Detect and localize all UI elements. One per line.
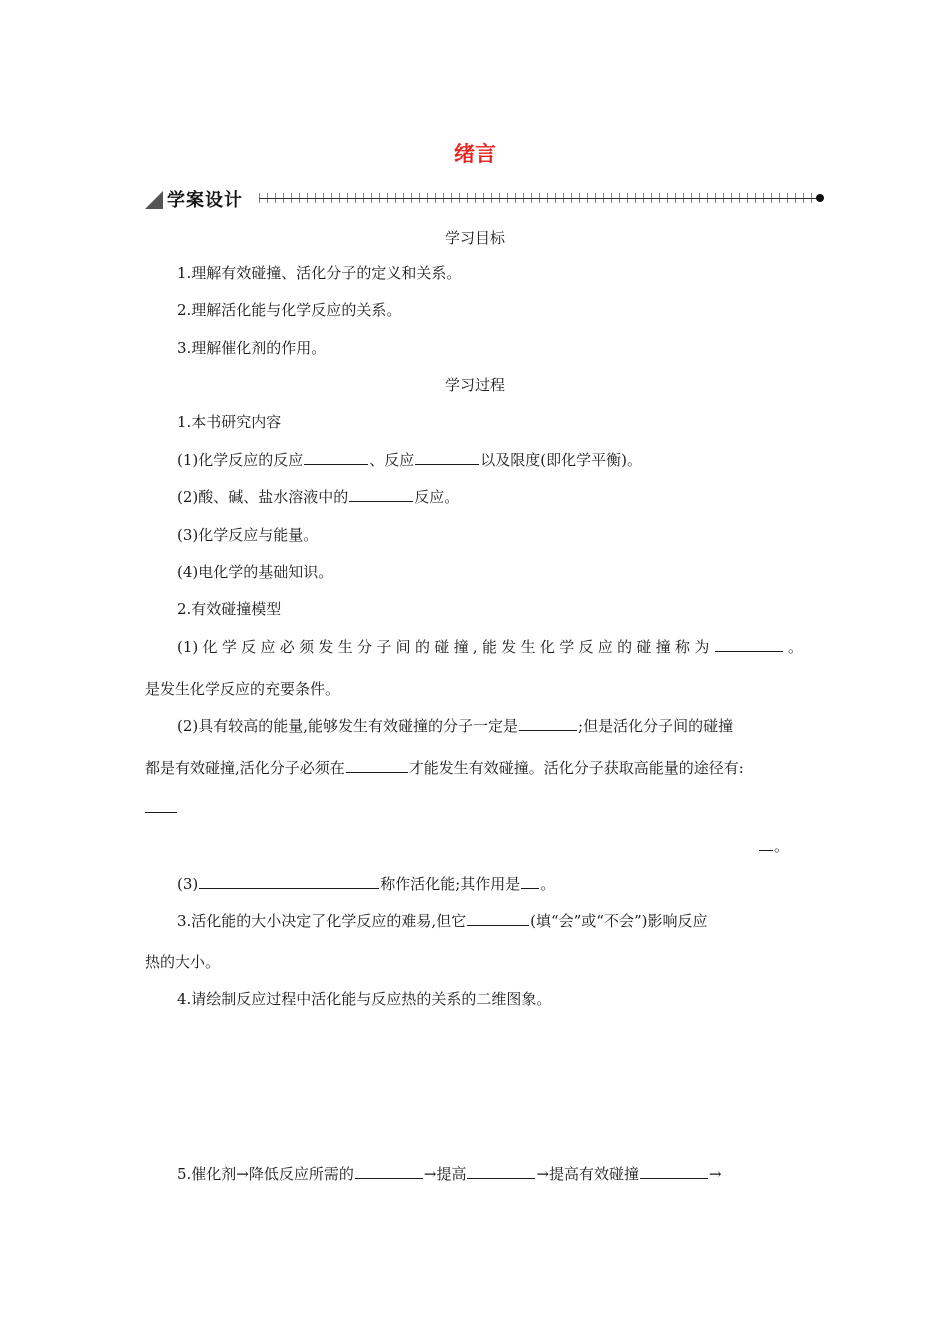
section-2-title: 2.有效碰撞模型 (177, 600, 282, 618)
goal-item: 3.理解催化剂的作用。 (177, 339, 327, 357)
text: 都是有效碰撞,活化分子必须在 (145, 759, 345, 777)
process-heading: 学习过程 (444, 376, 505, 394)
s1-item-2 (177, 486, 459, 507)
fill-blank[interactable] (519, 716, 577, 731)
section-4: 4.请绘制反应过程中活化能与反应热的关系的二维图象。 (177, 990, 552, 1008)
text: →提高 (423, 1165, 467, 1183)
banner-end-dot (816, 194, 824, 202)
s2-item-3 (177, 873, 555, 894)
text: 。 (774, 837, 790, 855)
s1-item-1 (177, 449, 642, 470)
text: 5.催化剂→降低反应所需的 (177, 1165, 354, 1183)
section-3-line-1 (177, 910, 707, 931)
fill-blank[interactable] (199, 874, 379, 889)
page-title: 绪言 (454, 142, 496, 166)
fill-blank[interactable] (715, 637, 783, 652)
fill-blank[interactable] (759, 836, 773, 851)
s2-item-1-line-1 (177, 636, 803, 657)
text: (2)酸、碱、盐水溶液中的 (177, 488, 349, 506)
text: 才能发生有效碰撞。活化分子获取高能量的途径有: (408, 759, 744, 777)
fill-blank[interactable] (355, 1164, 423, 1179)
section-3-line-2: 热的大小。 (145, 953, 221, 971)
text: 、反应 (369, 451, 415, 469)
s2-item-2-line-2 (145, 757, 744, 778)
s1-item-3: (3)化学反应与能量。 (177, 526, 319, 544)
s2-item-1-line-2: 是发生化学反应的充要条件。 (145, 680, 341, 698)
text: (1)化学反应必须发生分子间的碰撞,能发生化学反应的碰撞称为 (177, 638, 714, 656)
fill-blank[interactable] (349, 487, 413, 502)
fill-blank[interactable] (521, 874, 539, 889)
banner-label: 学案设计 (167, 190, 243, 211)
fill-blank[interactable] (467, 911, 529, 926)
fill-blank[interactable] (145, 812, 177, 813)
s2-item-2-end (758, 835, 789, 856)
text: ;但是活化分子间的碰撞 (578, 717, 734, 735)
text: 3.活化能的大小决定了化学反应的难易,但它 (177, 912, 467, 930)
goal-item: 2.理解活化能与化学反应的关系。 (177, 301, 402, 319)
text: 称作活化能;其作用是 (380, 875, 521, 893)
text: 。 (540, 875, 556, 893)
s1-item-4: (4)电化学的基础知识。 (177, 563, 334, 581)
fill-blank[interactable] (415, 450, 479, 465)
text: 反应。 (414, 488, 460, 506)
banner-rule (259, 198, 819, 199)
fill-blank[interactable] (640, 1164, 708, 1179)
banner-triangle-icon (145, 191, 163, 209)
text: (1)化学反应的反应 (177, 451, 304, 469)
text: →提高有效碰撞 (536, 1165, 640, 1183)
text: → (709, 1165, 722, 1183)
goal-item: 1.理解有效碰撞、活化分子的定义和关系。 (177, 264, 462, 282)
fill-blank[interactable] (467, 1164, 535, 1179)
text: 以及限度(即化学平衡)。 (480, 451, 642, 469)
section-1-title: 1.本书研究内容 (177, 413, 282, 431)
text: (3) (177, 875, 199, 893)
text: (2)具有较高的能量,能够发生有效碰撞的分子一定是 (177, 717, 519, 735)
text: (填“会”或“不会”)影响反应 (530, 912, 708, 930)
section-banner (145, 186, 825, 212)
fill-blank[interactable] (346, 758, 408, 773)
fill-blank[interactable] (304, 450, 368, 465)
section-5 (177, 1163, 722, 1184)
goals-heading: 学习目标 (444, 229, 505, 247)
text: 。 (783, 638, 803, 656)
s2-item-2-line-1 (177, 715, 733, 736)
